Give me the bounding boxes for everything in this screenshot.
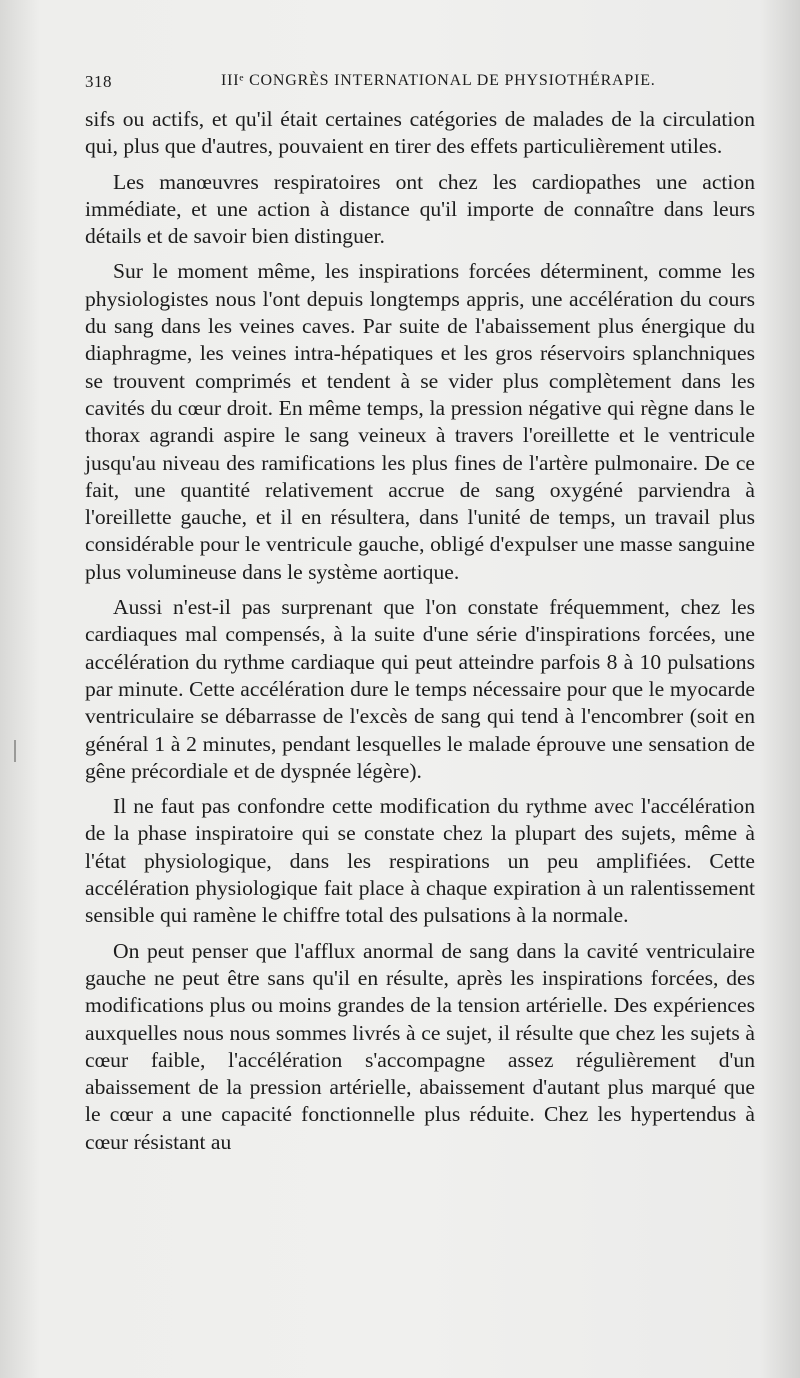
paragraph-immediate-effects: Sur le moment même, les inspirations forcées déterminent, comme les physiologistes nous l'ont depuis longtemps appris, une accélération du cours du sang dans les veines caves. Par suite de l'abaissement plus énergique du diaphragme, les veines intra-hépatiques et les gros réservoirs splanchniques se trouvent comprimés et tendent à se vider plus complètement dans les cavités du cœur droit. En même temps, la pression négative qui règne dans le thorax agrandi aspire le sang veineux à travers l'oreillette et le ventricule jusqu'au niveau des ramifications les plus fines de l'artère pulmonaire. De ce fait, une quantité relativement accrue de sang oxygéné parviendra à l'oreillette gauche, et il en résultera, dans l'unité de temps, un travail plus considérable pour le ventricule gauche, obligé d'expulser une masse sanguine plus volumineuse dans le système aortique.	[85, 259, 755, 584]
paragraph-continuation: sifs ou actifs, et qu'il était certaines catégories de malades de la circulation qui, plus que d'autres, pouvaient en tirer des effets particulièrement utiles.	[85, 107, 755, 159]
page-header	[85, 72, 745, 98]
body-text	[85, 106, 755, 1164]
paragraph-heart-rate-acceleration: Aussi n'est-il pas surprenant que l'on constate fréquemment, chez les cardiaques mal compensés, à la suite d'une série d'inspirations forcées, une accélération du rythme cardiaque qui peut atteindre parfois 8 à 10 pulsations par minute. Cette accélération dure le temps nécessaire pour que le myocarde ventriculaire se débarrasse de l'excès de sang qui tend à l'encombrer (soit en général 1 à 2 minutes, pendant lesquelles le malade éprouve une sensation de gêne précordiale et de dyspnée légère).	[85, 595, 755, 783]
margin-mark	[14, 740, 16, 762]
paragraph-physiological-rhythm: Il ne faut pas confondre cette modification du rythme avec l'accélération de la phase inspiratoire qui se constate chez la plupart des sujets, même à l'état physiologique, dans les respirations un peu amplifiées. Cette accélération physiologique fait place à chaque expiration à un ralentissement sensible qui ramène le chiffre total des pulsations à la normale.	[85, 794, 755, 928]
running-title: IIIᵉ CONGRÈS INTERNATIONAL DE PHYSIOTHÉRAPIE.	[221, 72, 656, 89]
paragraph-respiratory-maneuvers: Les manœuvres respiratoires ont chez les cardiopathes une action immédiate, et une action à distance qu'il importe de connaître dans leurs détails et de savoir bien distinguer.	[85, 169, 755, 249]
page-number: 318	[85, 72, 112, 91]
paragraph-arterial-tension: On peut penser que l'afflux anormal de sang dans la cavité ventriculaire gauche ne peut être sans qu'il en résulte, après les inspirations forcées, des modifications plus ou moins grandes de la tension artérielle. Des expériences auxquelles nous nous sommes livrés à ce sujet, il résulte que chez les sujets à cœur faible, l'accélération s'accompagne assez régulièrement d'un abaissement de la pression artérielle, abaissement d'autant plus marqué que le cœur a une capacité fonctionnelle plus réduite. Chez les hypertendus à cœur résistant au	[85, 938, 755, 1154]
